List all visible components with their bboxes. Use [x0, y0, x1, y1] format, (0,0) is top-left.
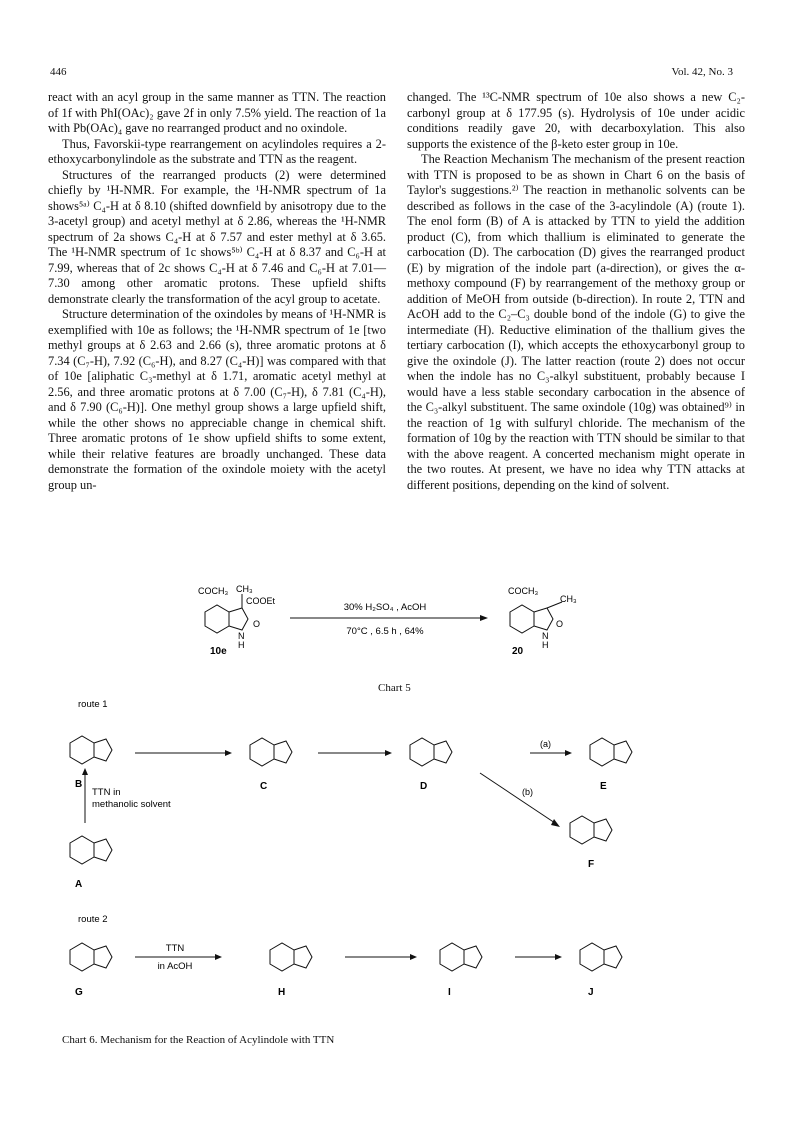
reactant-label: 10e: [210, 646, 227, 657]
path-b-label: (b): [522, 787, 533, 797]
ttn-note: methanolic solvent: [92, 799, 171, 810]
label-A: A: [75, 879, 83, 890]
label-H: H: [278, 987, 286, 998]
product-20-structure: [510, 602, 562, 633]
compound-labels: [75, 779, 607, 998]
product-group: O: [556, 619, 564, 629]
reaction-arrows: [85, 753, 565, 957]
arrow-heads: [82, 750, 572, 960]
left-column: [48, 90, 386, 493]
chart6-caption: Chart 6. Mechanism for the Reaction of Acylindole with TTN: [62, 1034, 335, 1046]
label-I: I: [448, 987, 451, 998]
page-number: 446: [50, 66, 67, 78]
paragraph: react with an acyl group in the same manner as TTN. The reaction of 1f with PhI(OAc)₂ gave 2f in only 7.5% yield. The reaction of 1a with Pb(OAc)₄ gave no rearranged product and no oxindole.: [48, 90, 386, 135]
reactant-group: O: [253, 619, 261, 629]
conditions-top: 30% H₂SO₄ , AcOH: [343, 602, 427, 613]
reactant-10e-structure: [205, 594, 248, 633]
acoh-route2: in AcOH: [157, 961, 193, 972]
ttn-route2: TTN: [165, 943, 185, 954]
label-G: G: [75, 987, 83, 998]
conditions-bottom: 70°C , 6.5 h , 64%: [346, 626, 424, 637]
paragraph: Thus, Favorskii-type rearrangement on acylindoles requires a 2-ethoxycarbonylindole as the substrate and TTN as the reagent.: [48, 136, 386, 166]
ttn-note: TTN in: [92, 787, 121, 798]
reactant-group: H: [238, 640, 245, 650]
product-group: N: [542, 631, 549, 641]
label-J: J: [588, 987, 594, 998]
arrow-head: [480, 615, 488, 621]
right-column: [407, 90, 745, 493]
reactant-group: CH₃: [236, 584, 253, 594]
indole-structures: [70, 736, 632, 971]
product-group: CH₃: [560, 594, 577, 604]
reactant-group: N: [238, 631, 245, 641]
label-B: B: [75, 779, 83, 790]
label-D: D: [420, 781, 428, 792]
chart5-caption: Chart 5: [378, 682, 411, 694]
volume-info: Vol. 42, No. 3: [671, 66, 733, 78]
paragraph: Structure determination of the oxindoles by means of ¹H-NMR is exemplified with 10e as follows; the ¹H-NMR spectrum of 1e [two methyl groups at δ 2.63 and 2.66 (s), three aromatic protons at δ 7.34 (C₇-H), 7.92 (C₆-H), and 8.27 (C₄-H)] was compared with that of 10e [aliphatic C₃-methyl at δ 1.71, aromatic acetyl methyl at 2.56, and three aromatic protons at δ 7.00 (C₇-H), δ 7.81 (C₄-H), and δ 7.90 (C₆-H)]. One methyl group shows a large upfield shift, while the other shows no appreciable change in chemical shift. Three aromatic protons of 1e show upfield shifts to some extent, while their relative features are broadly unchanged. These data demonstrate the formation of the oxindole moiety with the acetyl group un-: [48, 307, 386, 492]
product-group: COCH₃: [508, 586, 539, 596]
label-E: E: [600, 781, 607, 792]
chart5-scheme: [190, 582, 610, 692]
label-C: C: [260, 781, 268, 792]
paragraph: Structures of the rearranged products (2) were determined chiefly by ¹H-NMR. For example, the ¹H-NMR spectrum of 1a shows⁵ᵃ⁾ C₄-H at δ 8.10 (shifted downfield by anisotropy due to the 3-acetyl group) and acetyl methyl at δ 2.86, whereas the ¹H-NMR spectrum of 2a shows C₄-H at δ 7.57 and ester methyl at δ 3.65. The ¹H-NMR spectrum of 1c shows⁵ᵇ⁾ C₄-H at δ 8.37 and C₆-H at 7.99, whereas that of 2c shows C₄-H at δ 7.46 and C₆-H at 7.01—7.30 among other aromatic protons. These upfield shifts demonstrate clearly the transformation of the acyl group to acetate.: [48, 167, 386, 306]
route1-label: route 1: [78, 699, 108, 710]
product-label: 20: [512, 646, 524, 657]
product-group: H: [542, 640, 549, 650]
reactant-group: COOEt: [246, 596, 276, 606]
paragraph: changed. The ¹³C-NMR spectrum of 10e also shows a new C₂-carbonyl group at δ 177.95 (s). Hydrolysis of 10e under acidic conditions readily gave 20, with decarboxylation. This also supports the existence of the β-keto ester group in 10e.: [407, 90, 745, 151]
chart6-scheme: [40, 695, 760, 1085]
path-a-label: (a): [540, 739, 551, 749]
route2-label: route 2: [78, 914, 108, 925]
reactant-group: COCH₃: [198, 586, 229, 596]
label-F: F: [588, 859, 595, 870]
paragraph: The Reaction Mechanism The mechanism of the present reaction with TTN is proposed to be as shown in Chart 6 on the basis of Taylor's suggestions.²⁾ The reaction in methanolic solvents can be described as follows in the case of the 3-acylindole (A) (route 1). The enol form (B) of A is attacked by TTN to yield the addition product (C), from which thallium is eliminated to generate the carbocation (D). The carbocation (D) gives the rearranged product (E) by migration of the indole part (a-direction), or gives the α-methoxy compound (F) by rearrangement of the methoxy group or addition of MeOH from outside (b-direction). In route 2, TTN and AcOH add to the C₂–C₃ double bond of the indole (G) to give the intermediate (H). Reductive elimination of the thallium gives the tertiary carbocation (I), which accepts the ethoxycarbonyl group to give the oxindole (J). The latter reaction (route 2) does not occur when the indole has no C₃-alkyl substituent, probably because I would have a less stable secondary carbocation in the absence of the C₃-alkyl substituent. The same oxindole (10g) was obtained⁹⁾ in the reaction of 1g with sulfuryl chloride. The mechanism of the formation of 10g by the reaction with TTN should be similar to that with the above reagent. A concerted mechanism might operate in the two routes. At present, we have no idea why TTN attacks at different positions, depending on the kind of solvent.: [407, 152, 745, 492]
